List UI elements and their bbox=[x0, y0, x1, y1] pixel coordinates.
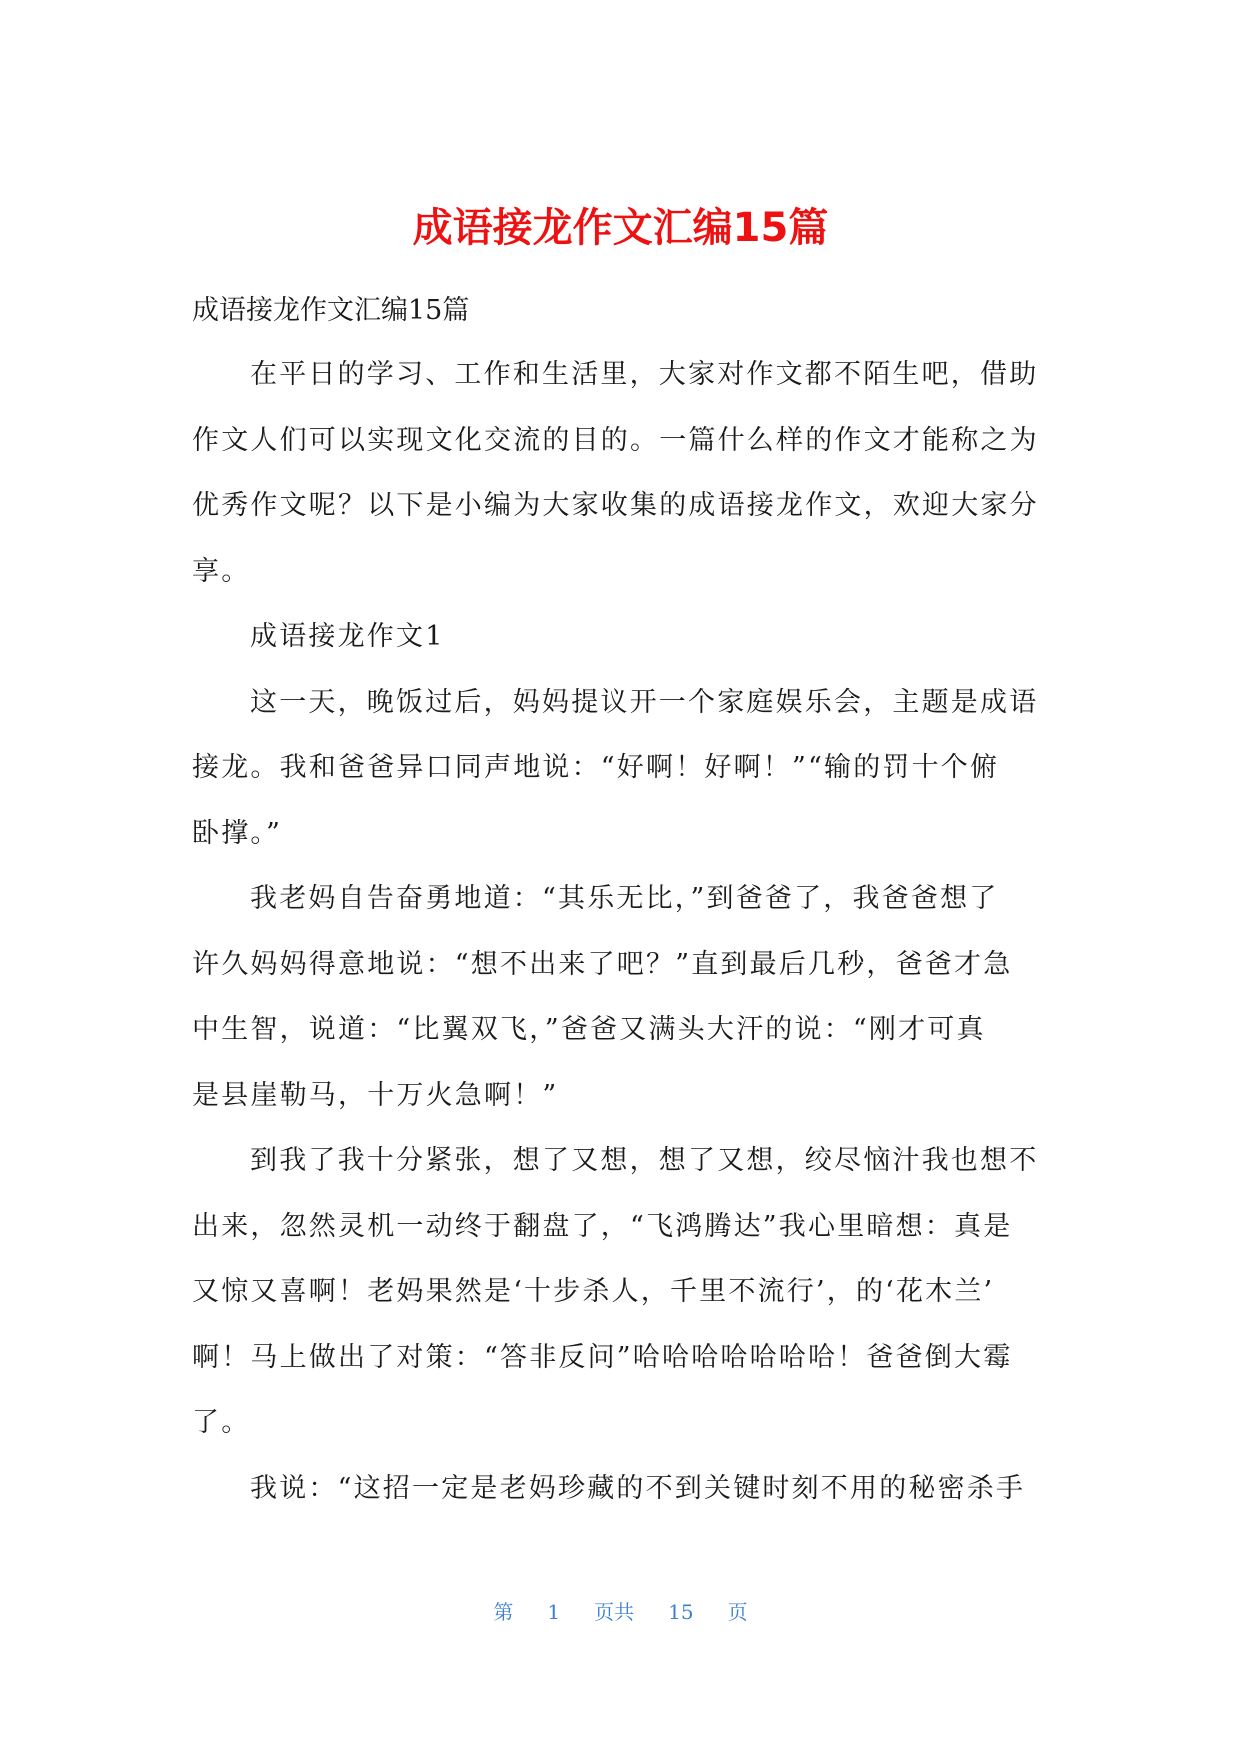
paragraph-line: 又惊又喜啊！老妈果然是‘十步杀人，千里不流行’，的‘花木兰’ bbox=[192, 1276, 995, 1307]
section-heading: 成语接龙作文1 bbox=[250, 621, 445, 652]
paragraph-line: 在平日的学习、工作和生活里，大家对作文都不陌生吧，借助 bbox=[250, 359, 1039, 390]
paragraph-line: 中生智，说道：“比翼双飞，”爸爸又满头大汗的说：“刚才可真 bbox=[192, 1014, 986, 1045]
paragraph-line: 到我了我十分紧张，想了又想，想了又想，绞尽恼汁我也想不 bbox=[250, 1145, 1039, 1176]
paragraph-line: 优秀作文呢？以下是小编为大家收集的成语接龙作文，欢迎大家分 bbox=[192, 490, 1039, 521]
paragraph-line: 作文人们可以实现文化交流的目的。一篇什么样的作文才能称之为 bbox=[192, 424, 1039, 456]
paragraph-line: 了。 bbox=[192, 1407, 251, 1438]
page-footer bbox=[0, 1596, 1241, 1625]
paragraph-line: 我说：“这招一定是老妈珍藏的不到关键时刻不用的秘密杀手 bbox=[250, 1472, 1026, 1504]
paragraph-line: 许久妈妈得意地说：“想不出来了吧？”直到最后几秒，爸爸才急 bbox=[192, 948, 1013, 980]
paragraph-line: 我老妈自告奋勇地道：“其乐无比，”到爸爸了，我爸爸想了 bbox=[250, 883, 999, 914]
document-title: 成语接龙作文汇编15篇 bbox=[412, 205, 829, 251]
paragraph-line: 享。 bbox=[192, 555, 251, 587]
footer-middle: 页共 bbox=[594, 1600, 635, 1624]
paragraph-line: 卧撑。” bbox=[192, 817, 283, 849]
document-body bbox=[192, 280, 1040, 1521]
footer-page-number: 1 bbox=[547, 1600, 561, 1624]
paragraph-line: 是县崖勒马，十万火急啊！” bbox=[192, 1079, 559, 1111]
paragraph-line: 接龙。我和爸爸异口同声地说：“好啊！好啊！”“输的罚十个俯 bbox=[192, 752, 1000, 783]
document-subtitle: 成语接龙作文汇编15篇 bbox=[192, 295, 470, 326]
paragraph-line: 这一天，晚饭过后，妈妈提议开一个家庭娱乐会，主题是成语 bbox=[250, 686, 1039, 718]
paragraph-line: 啊！马上做出了对策：“答非反问”哈哈哈哈哈哈哈！爸爸倒大霉 bbox=[192, 1341, 1013, 1373]
paragraph-line: 出来，忽然灵机一动终于翻盘了，“飞鸿腾达”我心里暗想：真是 bbox=[192, 1210, 1013, 1242]
footer-total-pages: 15 bbox=[668, 1600, 694, 1624]
footer-prefix: 第 bbox=[493, 1600, 514, 1624]
footer-suffix: 页 bbox=[727, 1600, 748, 1624]
